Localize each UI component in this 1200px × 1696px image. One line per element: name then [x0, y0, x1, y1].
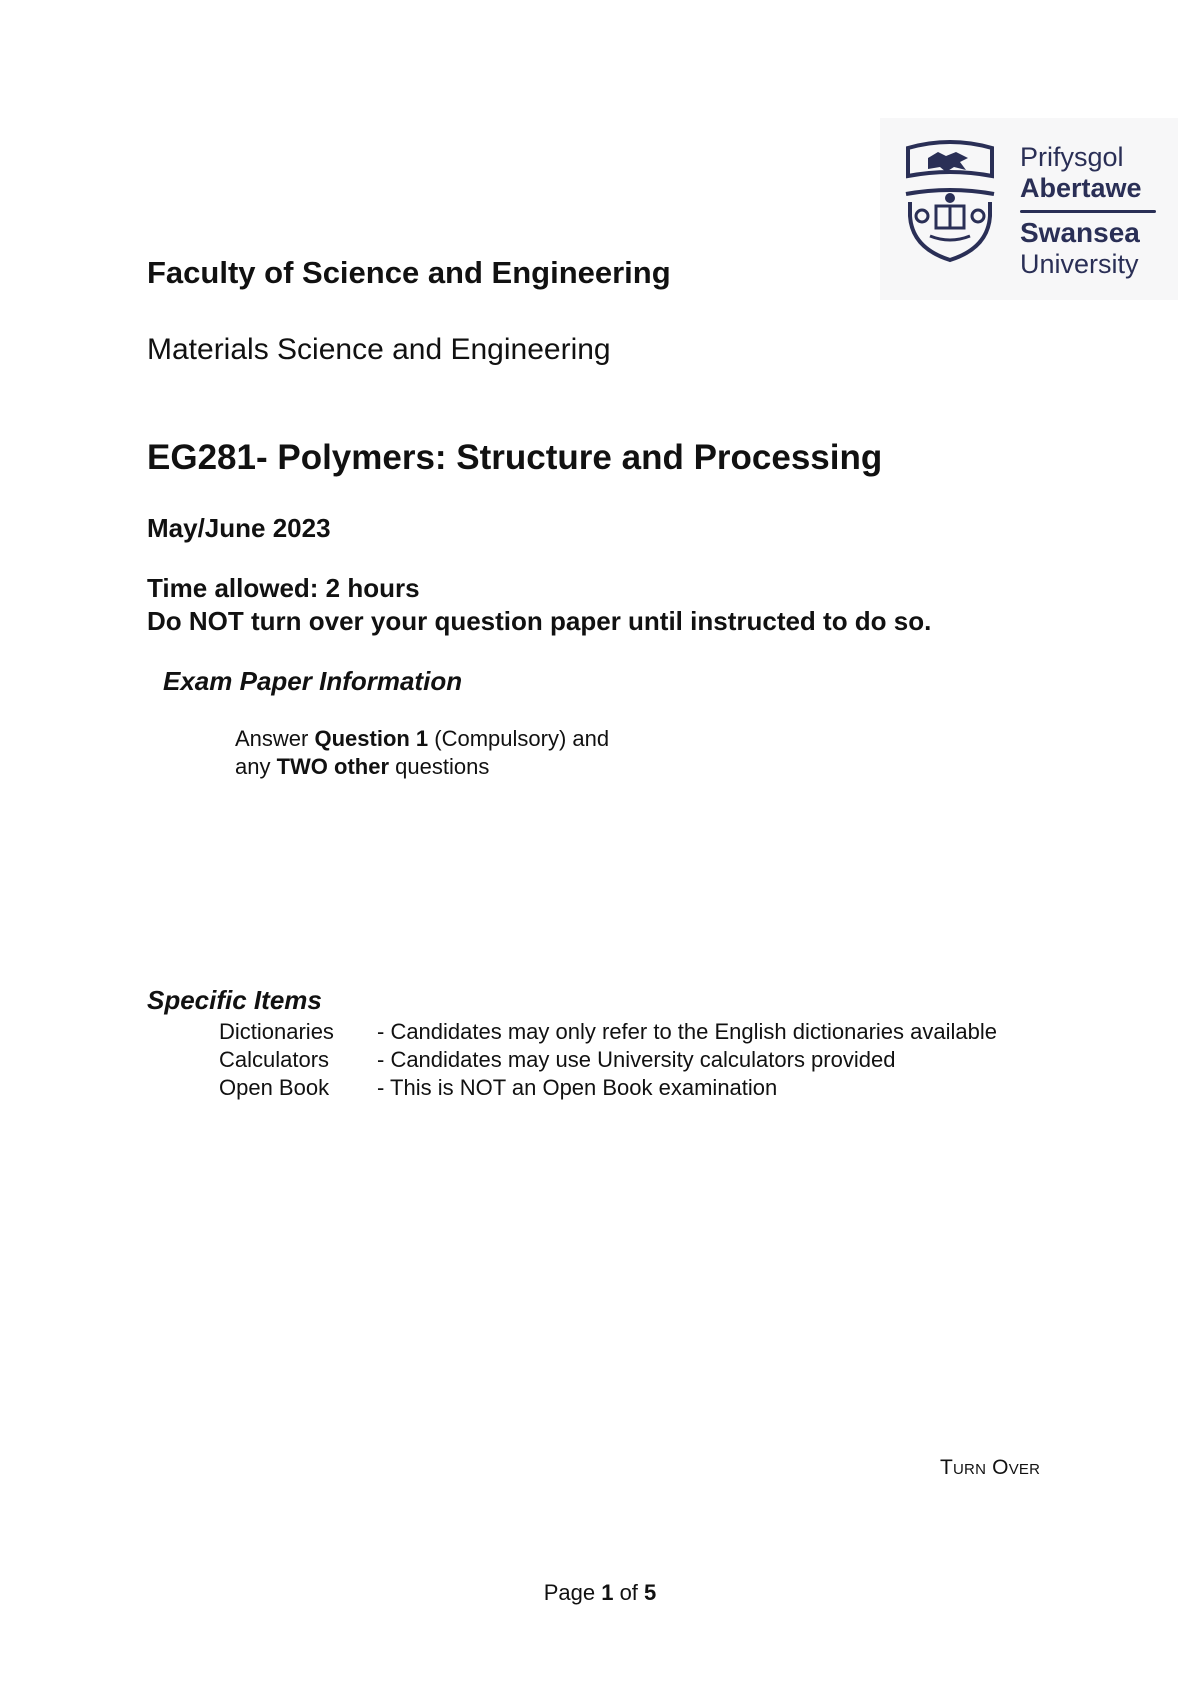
item-description: - Candidates may only refer to the English dictionaries available: [377, 1019, 997, 1044]
page-footer: [0, 1580, 1200, 1606]
department-title: Materials Science and Engineering: [147, 333, 611, 366]
exam-session: May/June 2023: [147, 513, 331, 543]
logo-text-university: University: [1020, 249, 1139, 279]
answer-suffix: (Compulsory) and: [428, 726, 610, 751]
logo-text-swansea: Swansea: [1020, 217, 1140, 248]
item-label: Dictionaries: [219, 1019, 334, 1044]
exam-paper-info-heading: Exam Paper Information: [163, 666, 463, 696]
answer-instruction-line-2: [235, 754, 489, 780]
page-number: 1: [601, 1580, 614, 1605]
turn-over-warning: Do NOT turn over your question paper until instructed to do so.: [147, 606, 932, 636]
answer-suffix: questions: [389, 754, 490, 779]
page-total: 5: [644, 1580, 657, 1605]
answer-prefix: any: [235, 754, 277, 779]
logo-divider: [1020, 210, 1156, 213]
turn-over-label: Turn Over: [940, 1456, 1041, 1479]
faculty-title: Faculty of Science and Engineering: [147, 255, 671, 290]
answer-prefix: Answer: [235, 726, 315, 751]
specific-items-heading: Specific Items: [147, 985, 322, 1015]
answer-question-1: Question 1: [314, 726, 429, 751]
item-description: - This is NOT an Open Book examination: [377, 1075, 778, 1100]
university-logo: [880, 118, 1178, 300]
item-description: - Candidates may use University calculators provided: [377, 1047, 896, 1072]
logo-text-abertawe: Abertawe: [1020, 173, 1142, 203]
answer-two-other: TWO other: [276, 754, 390, 779]
of-word: of: [613, 1580, 645, 1605]
item-label: Calculators: [219, 1047, 330, 1072]
university-crest-icon: [900, 136, 1000, 266]
module-title: EG281- Polymers: Structure and Processing: [147, 438, 883, 477]
logo-text-prifysgol: Prifysgol: [1020, 142, 1124, 172]
page-word: Page: [543, 1580, 602, 1605]
time-allowed: Time allowed: 2 hours: [147, 573, 420, 603]
answer-instruction-line-1: [235, 726, 609, 752]
item-label: Open Book: [219, 1075, 330, 1100]
